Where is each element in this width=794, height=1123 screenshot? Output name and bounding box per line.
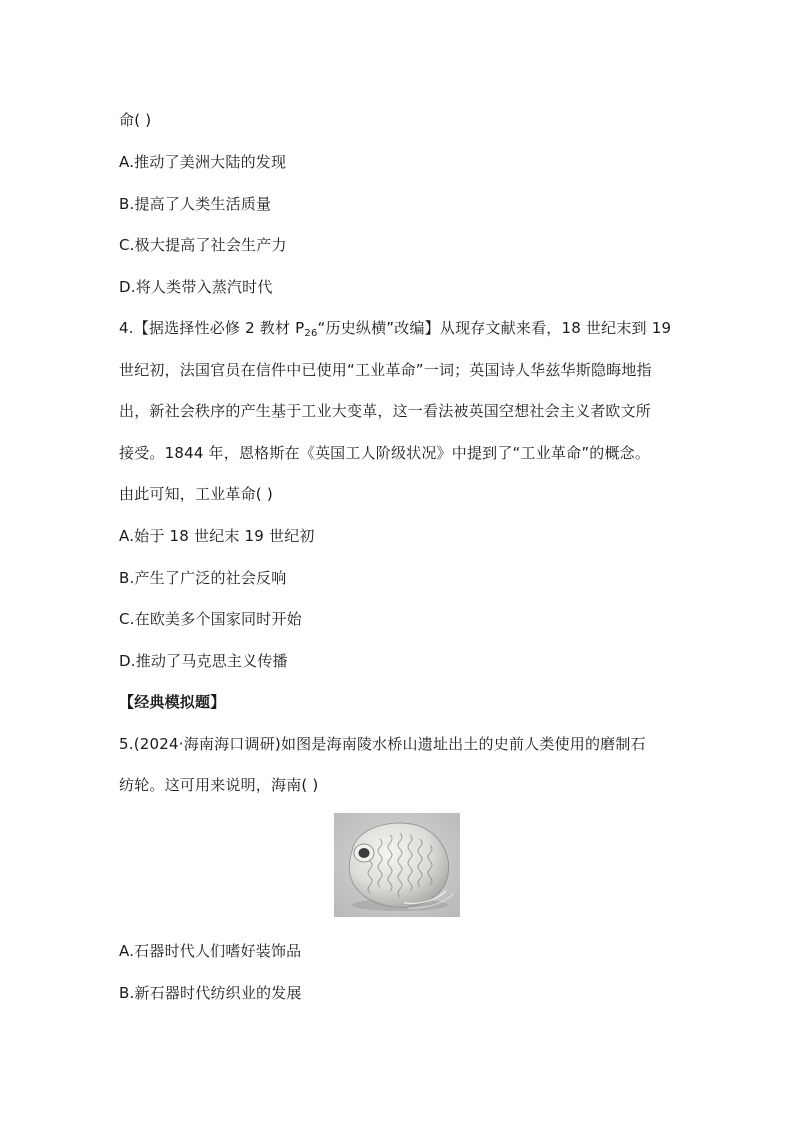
q5-option-b: B.新石器时代纺织业的发展 — [119, 984, 302, 1002]
q3-option-d: D.将人类带入蒸汽时代 — [119, 278, 273, 296]
q5-option-a: A.石器时代人们嗜好装饰品 — [119, 942, 302, 960]
q4-stem-line-3: 出，新社会秩序的产生基于工业大变革，这一看法被英国空想社会主义者欧文所 — [119, 402, 652, 420]
q4-stem-line-4: 接受。1844 年，恩格斯在《英国工人阶级状况》中提到了“工业革命”的概念。 — [119, 444, 651, 462]
spindle-whorl-illustration — [334, 813, 460, 917]
q5-stem-line-1: 5.(2024·海南海口调研)如图是海南陵水桥山遗址出土的史前人类使用的磨制石 — [119, 735, 646, 753]
q4-option-a: A.始于 18 世纪末 19 世纪初 — [119, 527, 315, 545]
section-heading: 【经典模拟题】 — [119, 693, 226, 711]
q3-option-c: C.极大提高了社会生产力 — [119, 236, 287, 254]
q3-option-b: B.提高了人类生活质量 — [119, 195, 272, 213]
spindle-whorl-photo — [334, 813, 460, 917]
q5-stem-line-2: 纺轮。这可用来说明，海南( ) — [119, 776, 319, 794]
q4-stem-line-5: 由此可知，工业革命( ) — [119, 485, 273, 503]
q3-stem-tail: 命( ) — [119, 111, 152, 129]
q4-page-subscript: 26 — [304, 328, 318, 339]
q4-stem-line-2: 世纪初，法国官员在信件中已使用“工业革命”一词；英国诗人华兹华斯隐晦地指 — [119, 361, 652, 379]
q4-stem-line-1-b: “历史纵横”改编】从现存文献来看，18 世纪末到 19 — [317, 319, 672, 337]
q4-option-b: B.产生了广泛的社会反响 — [119, 569, 287, 587]
q4-option-d: D.推动了马克思主义传播 — [119, 652, 288, 670]
q4-stem-line-1 — [119, 318, 671, 344]
q4-option-c: C.在欧美多个国家同时开始 — [119, 610, 302, 628]
q4-stem-line-1-a: 4.【据选择性必修 2 教材 P — [119, 319, 305, 337]
q3-option-a: A.推动了美洲大陆的发现 — [119, 153, 287, 171]
